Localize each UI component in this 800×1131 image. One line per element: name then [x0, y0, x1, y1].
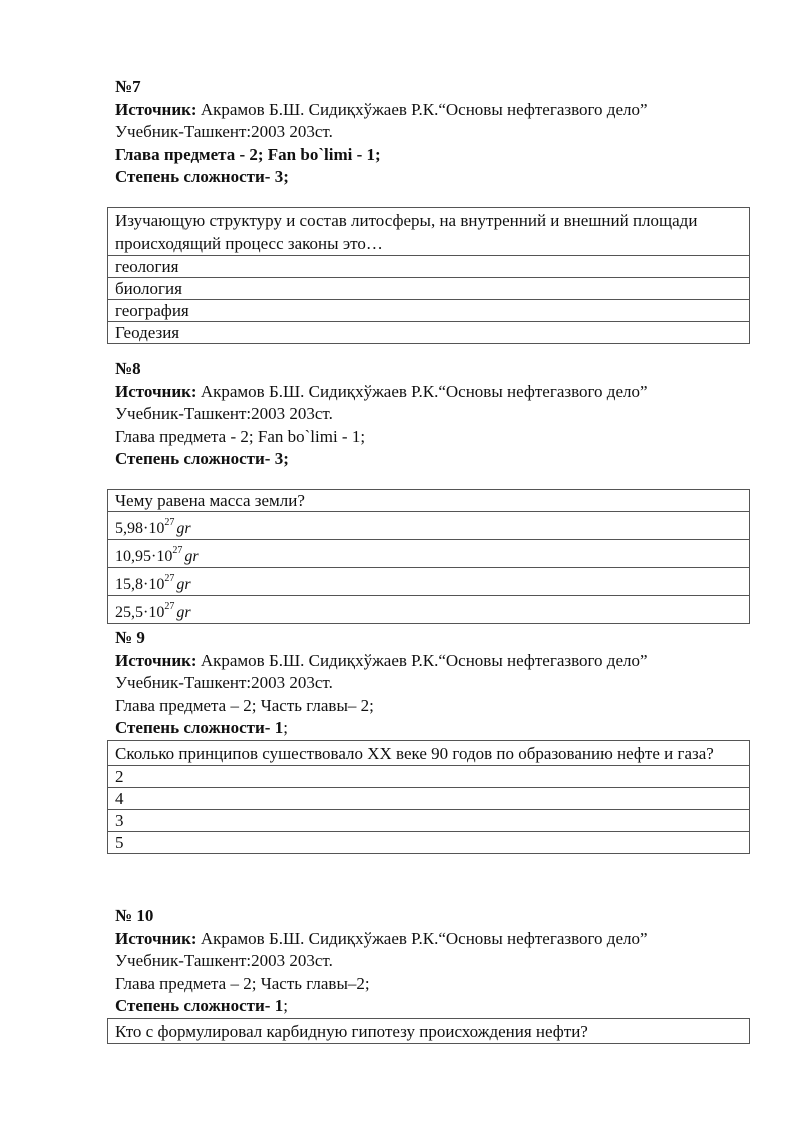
answer-option: география: [108, 299, 750, 321]
chapter-line: Глава предмета - 2; Fan bo`limi - 1;: [115, 144, 381, 164]
answer-option: [108, 511, 750, 539]
answer-option: биология: [108, 277, 750, 299]
question-table: [107, 740, 750, 854]
source-line: [115, 928, 750, 951]
question-header: [115, 905, 750, 1018]
source-text: Акрамов Б.Ш. Сидиқхўжаев Р.К.“Основы нефтегазвого дело”: [196, 99, 648, 119]
mass-unit: gr: [184, 547, 199, 565]
question-block-8: [115, 358, 750, 624]
question-table: [107, 1018, 750, 1044]
source-text: Акрамов Б.Ш. Сидиқхўжаев Р.К.“Основы нефтегазвого дело”: [196, 650, 648, 670]
mass-mantissa: 15,8·10: [115, 575, 165, 593]
question-header: [115, 358, 750, 471]
difficulty-rest: ;: [283, 718, 288, 737]
mass-unit: gr: [176, 603, 191, 621]
question-text: Кто с формулировал карбидную гипотезу происхождения нефти?: [108, 1018, 750, 1043]
difficulty-label: Степень сложности- 3;: [115, 449, 289, 468]
answer-option: 4: [108, 787, 750, 809]
question-header: [115, 76, 750, 189]
source-text: Акрамов Б.Ш. Сидиқхўжаев Р.К.“Основы нефтегазвого дело”: [196, 381, 648, 401]
answer-option: 5: [108, 831, 750, 853]
answer-option: [108, 595, 750, 623]
source-line: [115, 381, 750, 404]
source-line: [115, 650, 750, 673]
question-number: №7: [115, 77, 141, 96]
answer-option: Геодезия: [108, 321, 750, 343]
textbook-line: Учебник-Ташкент:2003 203ст.: [115, 951, 333, 970]
question-table: [107, 207, 750, 344]
difficulty-label: Степень сложности- 3;: [115, 167, 289, 186]
source-label: Источник:: [115, 99, 197, 119]
answer-option: геология: [108, 255, 750, 277]
textbook-line: Учебник-Ташкент:2003 203ст.: [115, 673, 333, 692]
mass-mantissa: 5,98·10: [115, 519, 165, 537]
source-text: Акрамов Б.Ш. Сидиқхўжаев Р.К.“Основы нефтегазвого дело”: [196, 928, 648, 948]
mass-mantissa: 10,95·10: [115, 547, 173, 565]
question-text: Сколько принципов сушествовало XX веке 90 годов по образованию нефте и газа?: [108, 740, 750, 765]
difficulty-line: [115, 166, 750, 189]
mass-exponent: 27: [172, 544, 183, 556]
chapter-line: Глава предмета – 2; Часть главы–2;: [115, 973, 370, 993]
mass-exponent: 27: [164, 516, 175, 528]
source-label: Источник:: [115, 928, 197, 948]
difficulty-line: [115, 448, 750, 471]
question-number: № 9: [115, 628, 145, 647]
answer-option: [108, 539, 750, 567]
question-text: Изучающую структуру и состав литосферы, на внутренний и внешний площади происходящий процесс законы это…: [108, 207, 750, 255]
mass-exponent: 27: [164, 572, 175, 584]
textbook-line: Учебник-Ташкент:2003 203ст.: [115, 404, 333, 423]
question-number: № 10: [115, 906, 154, 925]
difficulty-rest: ;: [283, 996, 288, 1015]
chapter-line: Глава предмета - 2; Fan bo`limi - 1;: [115, 426, 366, 446]
chapter-line: Глава предмета – 2; Часть главы– 2;: [115, 695, 374, 715]
source-label: Источник:: [115, 650, 197, 670]
answer-option: 3: [108, 809, 750, 831]
mass-unit: gr: [176, 519, 191, 537]
question-text: Чему равена масса земли?: [108, 489, 750, 511]
question-block-7: [115, 76, 750, 344]
question-table: [107, 489, 750, 624]
mass-unit: gr: [176, 575, 191, 593]
difficulty-label: Степень сложности- 1: [115, 996, 284, 1015]
difficulty-line: [115, 717, 750, 740]
question-block-10: [115, 905, 750, 1044]
mass-exponent: 27: [164, 600, 175, 612]
textbook-line: Учебник-Ташкент:2003 203ст.: [115, 122, 333, 141]
difficulty-line: [115, 995, 750, 1018]
question-block-9: [115, 627, 750, 854]
difficulty-label: Степень сложности- 1: [115, 718, 284, 737]
mass-mantissa: 25,5·10: [115, 603, 165, 621]
source-label: Источник:: [115, 381, 197, 401]
question-number: №8: [115, 359, 141, 378]
question-header: [115, 627, 750, 740]
answer-option: 2: [108, 765, 750, 787]
answer-option: [108, 567, 750, 595]
source-line: [115, 99, 750, 122]
